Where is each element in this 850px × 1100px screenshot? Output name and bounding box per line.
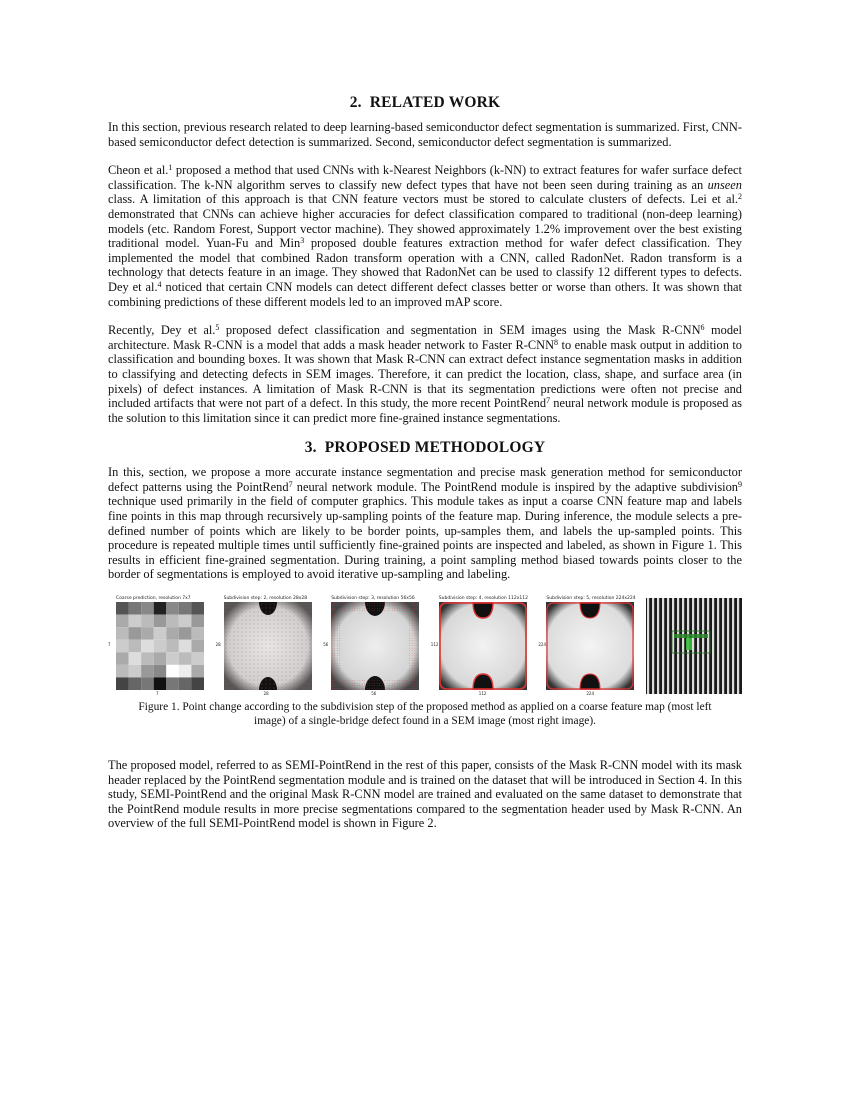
subdivision-step-5-image (546, 602, 634, 690)
figure-panel-coarse: Coarse prediction, resolution 7x7 7 7 (108, 596, 204, 696)
figure-panel-step-4: Subdivision step: 4, resolution 112x112 112 112 (430, 596, 529, 697)
section-2-cnn-paragraph: Cheon et al.$^1$ proposed a method that used CNNs with k-Nearest Neighbors (k-NN) to extract features for wafer surface defect classification. The k-NN algorithm serves to classify new defect types that have not been seen during training as an unseen class. A limitation of this approach is that CNN feature vectors must be stored to calculate clusters of defects. Lei et al.$^2$ demonstrated that CNNs can achieve higher accuracies for defect classification compared to traditional (non-deep learning) models (etc. Random Forest, Support vector machine). They showed approximately 1.2% improvement over the best existing traditional model. Yuan-Fu and Min$^3$ proposed double features extraction method for wafer defect classification. They implemented the model that combined Radon transform operation with a CNN, called RadonNet. Radon transform is a technology that detects feature in an image. They showed that RadonNet can be used to classify 12 different types to defects. Dey et al.$^4$ noticed that certain CNN models can detect different defect classes better or worse than others. It was shown that combining predictions of these different models led to an improved mAP score. (108, 163, 742, 309)
figure-panel-step-5: Subdivision step: 5, resolution 224x224 224 224 (538, 596, 636, 697)
subdivision-step-3-image (331, 602, 419, 690)
figure-panel-step-2: Subdivision step: 2, resolution 28x28 28 28 (216, 596, 312, 696)
page-body (108, 94, 742, 845)
sem-defect-image (646, 598, 742, 694)
subdivision-step-2-image (224, 602, 312, 690)
figure-panel-sem-image (646, 596, 742, 696)
section-2-segmentation-paragraph: Recently, Dey et al.$^5$ proposed defect classification and segmentation in SEM images using the Mask R-CNN$^6$ model architecture. Mask R-CNN is a model that adds a mask header network to Faster R-CNN$^8$ to enable mask output in addition to classification and bounding boxes. It was shown that Mask R-CNN can extract defect instance segmentation masks in addition to classifying and detecting defects in SEM images. Therefore, it can predict the location, class, shape, and surface area (in pixels) of defect instances. A limitation of Mask R-CNN is that its segmentation predictions were often not precise and included artifacts that were not part of a defect. In this study, the more recent PointRend$^7$ neural network module is proposed as the solution to this limitation since it can predict more fine-grained instance segmentations. (108, 323, 743, 425)
section-3-model-paragraph: The proposed model, referred to as SEMI-PointRend in the rest of this paper, consists of the Mask R-CNN model with its mask header replaced by the PointRend segmentation module and is trained on the dataset that will be introduced in Section 4. In this study, SEMI-PointRend and the original Mask R-CNN model are trained and evaluated on the same dataset to demonstrate that the PointRend module results in more precise segmentations compared to the segmentation header used by Mask R-CNN. An overview of the full SEMI-PointRend model is shown in Figure 2. (108, 758, 742, 831)
figure-1 (108, 596, 742, 696)
subdivision-step-4-image (439, 602, 527, 690)
coarse-grid-image (116, 602, 204, 690)
figure-panel-step-3: Subdivision step: 3, resolution 56x56 56 56 (323, 596, 419, 696)
section-3-heading: 3. PROPOSED METHODOLOGY (304, 439, 546, 457)
figure-1-caption: Figure 1. Point change according to the subdivision step of the proposed method as applied on a coarse feature map (most left image) of a single-bridge defect found in a SEM image (most right image). (138, 701, 712, 728)
section-2-heading: 2. RELATED WORK (349, 94, 501, 111)
section-2-intro-paragraph: In this section, previous research related to deep learning-based semiconductor defect segmentation is summarized. First, CNN-based semiconductor defect detection is summarized. Second, semiconductor defect segmentation is summarized. (108, 120, 742, 149)
section-3-method-paragraph: In this, section, we propose a more accurate instance segmentation and precise mask generation method for semiconductor defect patterns using the PointRend$^7$ neural network module. The PointRend module is inspired by the adaptive subdivision$^9$ technique used primarily in the field of computer graphics. This module takes as input a coarse CNN feature map and labels fine points in this map through recursively up-sampling points of the feature map. During inference, the module selects a pre-defined number of points which are likely to be border points, up-samples them, and labels the up-sampled points. This procedure is repeated multiple times until sufficiently fine-grained points are inspected and labeled, as shown in Figure 1. This results in efficient fine-grained segmentation. During training, a point sampling method biased towards points closer to the border of segmentations is employed to avoid iterative up-sampling and labeling. (108, 465, 742, 582)
